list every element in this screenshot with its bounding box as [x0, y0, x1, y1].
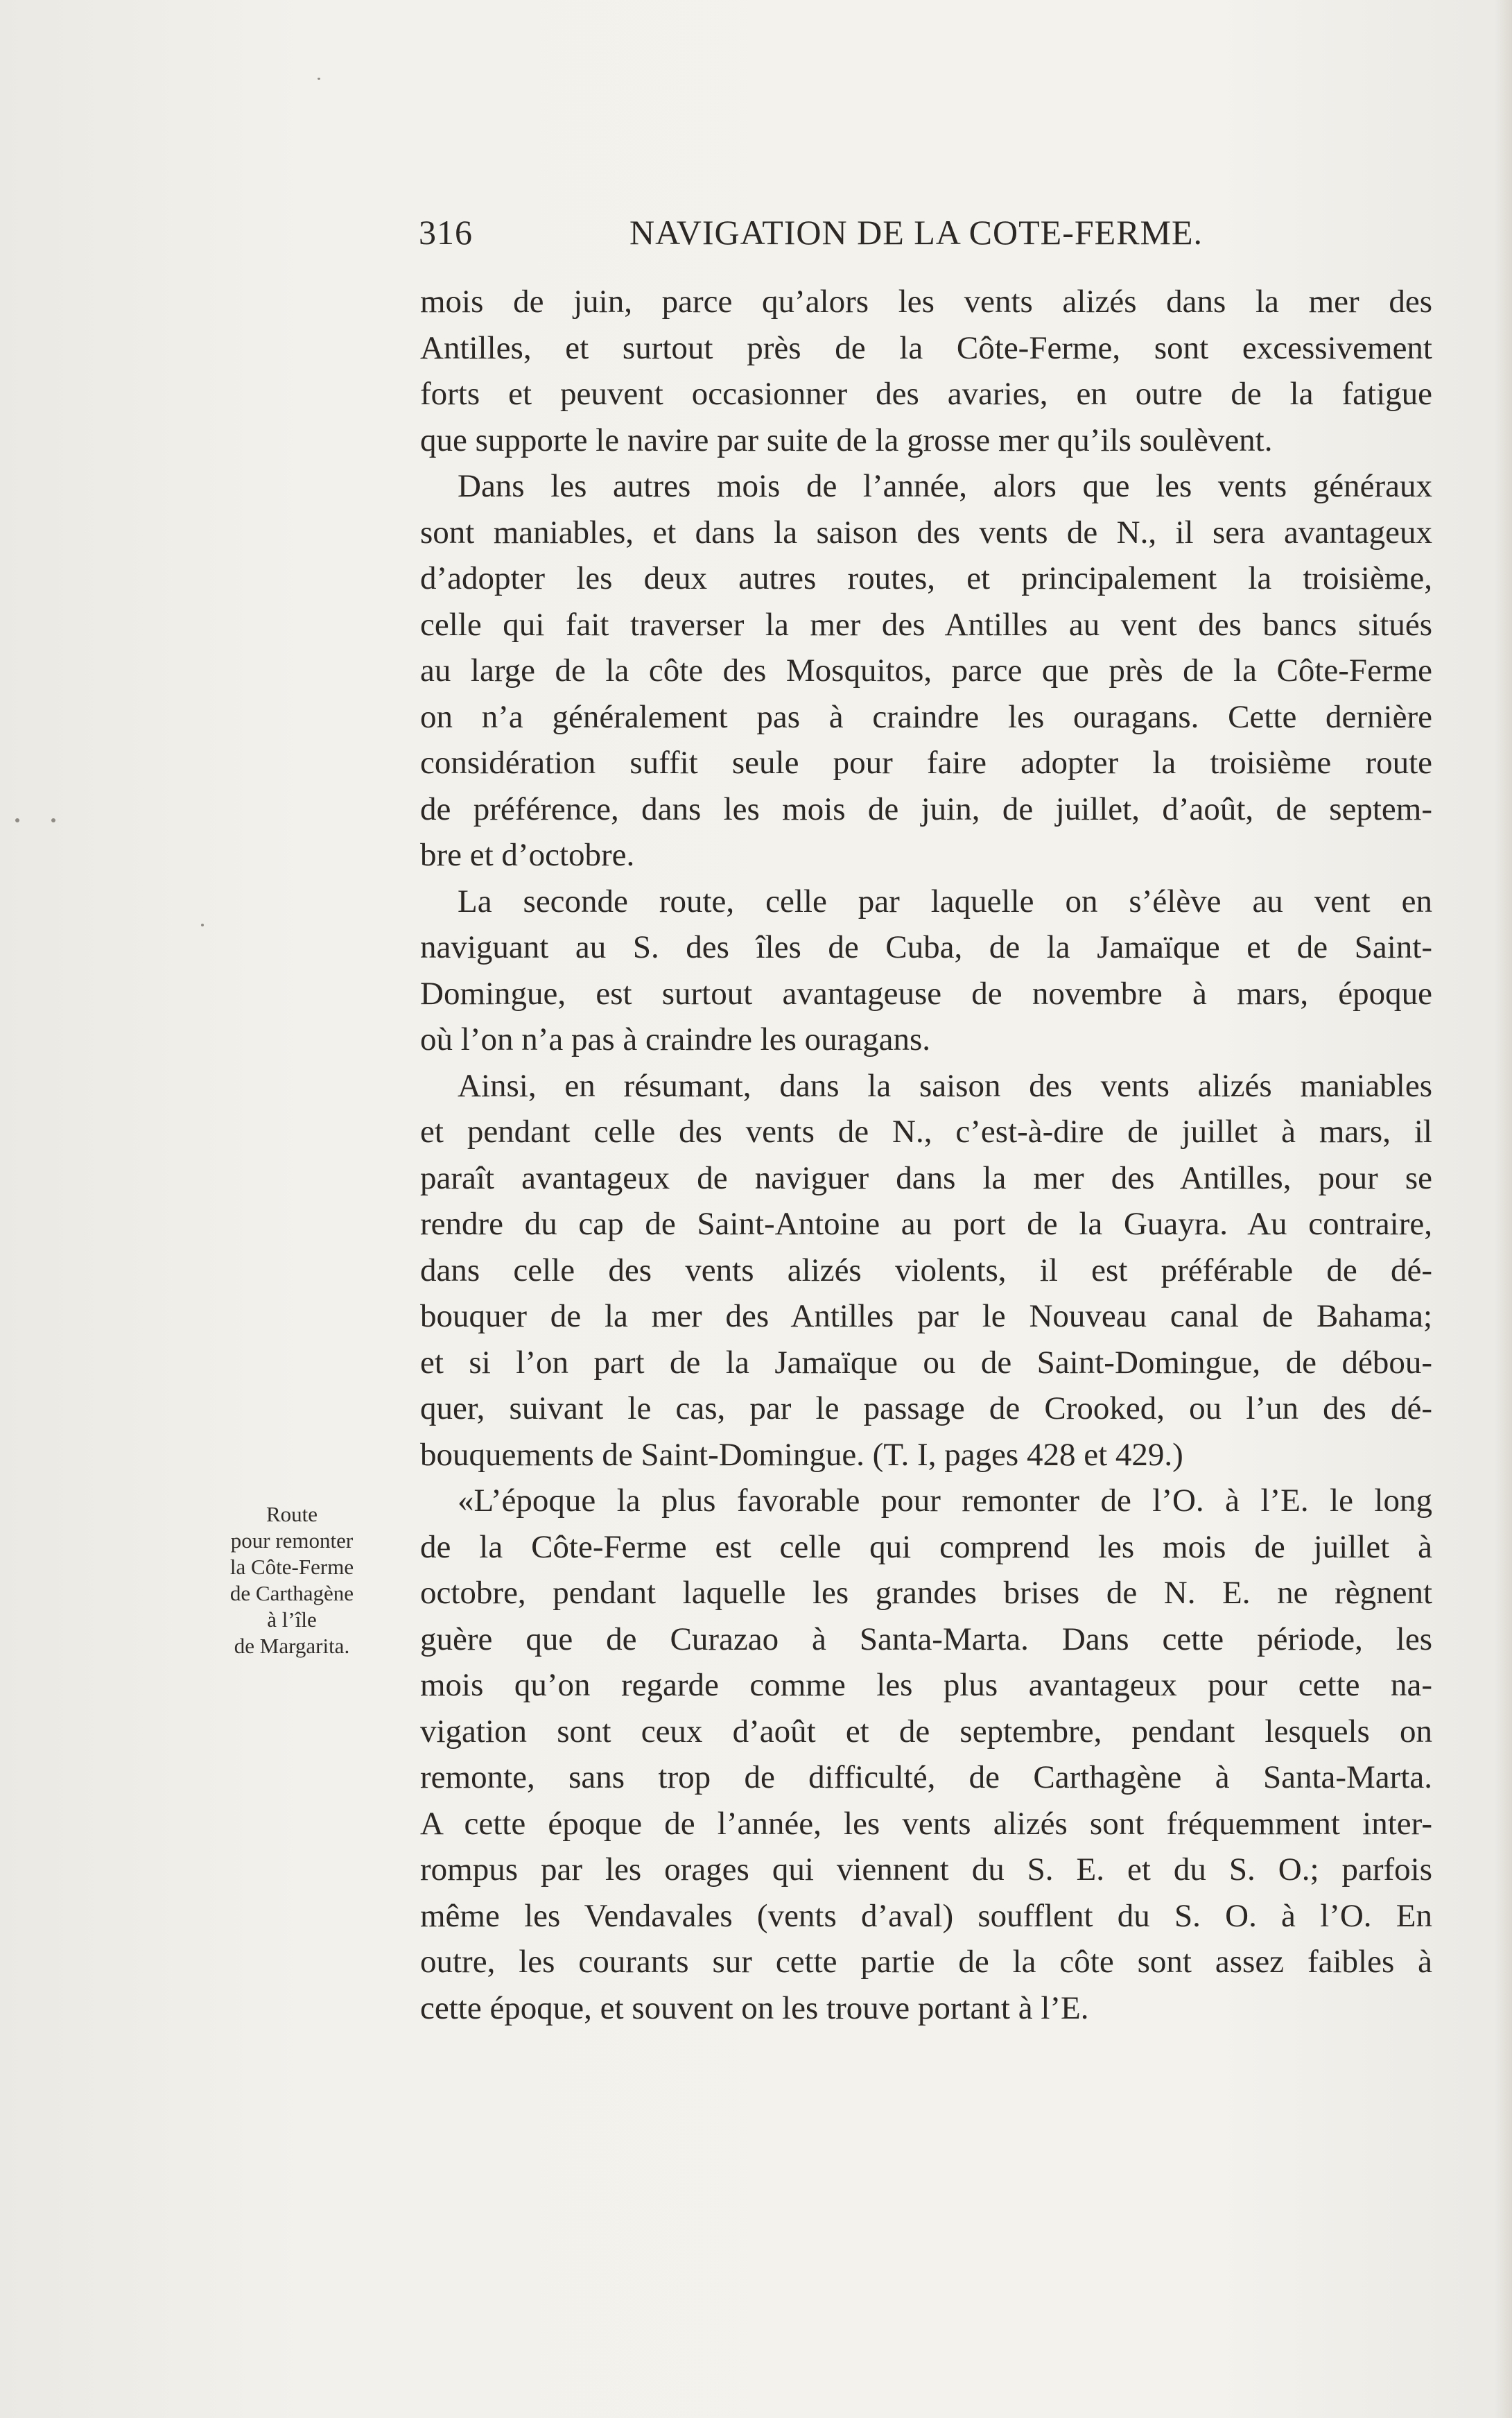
text-line: rendre du cap de Saint-Antoine au port de la Guayra. Au contraire, [420, 1206, 1432, 1242]
text-line: vigation sont ceux d’août et de septembre, pendant lesquels on [420, 1713, 1432, 1750]
text-line: même les Vendavales (vents d’aval) soufflent du S. O. à l’O. En [420, 1897, 1432, 1934]
text-line: outre, les courants sur cette partie de la côte sont assez faibles à [420, 1944, 1432, 1980]
text-line: on n’a généralement pas à craindre les ouragans. Cette dernière [420, 698, 1432, 735]
body-text [420, 279, 1432, 2031]
text-line: Antilles, et surtout près de la Côte-Ferme, sont excessivement [420, 329, 1432, 366]
margin-note-line: de Margarita. [234, 1634, 350, 1658]
text-line: cette époque, et souvent on les trouve portant à l’E. [420, 1989, 1089, 2026]
paper-speck [15, 818, 19, 822]
text-line: et si l’on part de la Jamaïque ou de Saint-Domingue, de débou- [420, 1344, 1432, 1381]
page-title: NAVIGATION DE LA COTE-FERME. [629, 213, 1203, 252]
text-line: au large de la côte des Mosquitos, parce que près de la Côte-Ferme [420, 653, 1432, 689]
text-line: Ainsi, en résumant, dans la saison des vents alizés maniables [458, 1067, 1432, 1104]
text-line: dans celle des vents alizés violents, il est préférable de dé- [420, 1252, 1432, 1288]
text-line: paraît avantageux de naviguer dans la mer des Antilles, pour se [420, 1159, 1432, 1196]
paper-speck [51, 818, 55, 822]
margin-note-line: Route [266, 1502, 318, 1526]
text-line: bouquements de Saint-Domingue. (T. I, pages 428 et 429.) [420, 1436, 1183, 1473]
text-line: bouquer de la mer des Antilles par le Nouveau canal de Bahama; [420, 1298, 1432, 1334]
text-line: sont maniables, et dans la saison des vents de N., il sera avantageux [420, 514, 1432, 551]
margin-note-line: de Carthagène [229, 1581, 354, 1605]
paper-speck [201, 924, 204, 926]
running-head [419, 212, 1237, 261]
text-line: remonte, sans trop de difficulté, de Carthagène à Santa-Marta. [420, 1759, 1432, 1795]
text-line: mois de juin, parce qu’alors les vents alizés dans la mer des [420, 284, 1432, 320]
text-line: bre et d’octobre. [420, 837, 635, 873]
margin-note-line: à l’île [267, 1607, 317, 1632]
paper-speck [318, 78, 320, 80]
text-line: Dans les autres mois de l’année, alors que les vents généraux [458, 468, 1432, 504]
text-line: guère que de Curazao à Santa-Marta. Dans cette période, les [420, 1621, 1432, 1657]
text-line: d’adopter les deux autres routes, et principalement la troisième, [420, 560, 1432, 596]
text-line: octobre, pendant laquelle les grandes brises de N. E. ne règnent [420, 1575, 1432, 1611]
page-number: 316 [419, 213, 473, 252]
text-line: rompus par les orages qui viennent du S. E. et du S. O.; parfois [420, 1851, 1432, 1888]
text-line: A cette époque de l’année, les vents alizés sont fréquemment inter- [420, 1805, 1432, 1842]
text-line: Domingue, est surtout avantageuse de novembre à mars, époque [420, 975, 1432, 1012]
text-line: et pendant celle des vents de N., c’est-à-dire de juillet à mars, il [420, 1114, 1432, 1150]
text-line: celle qui fait traverser la mer des Antilles au vent des bancs situés [420, 606, 1432, 643]
margin-note [205, 1501, 379, 1659]
text-line: de la Côte-Ferme est celle qui comprend les mois de juillet à [420, 1528, 1432, 1565]
margin-note-line: la Côte-Ferme [229, 1555, 354, 1579]
page-edge-shadow [1495, 0, 1512, 2418]
text-line: considération suffit seule pour faire adopter la troisième route [420, 745, 1432, 781]
text-line: «L’époque la plus favorable pour remonter de l’O. à l’E. le long [458, 1483, 1432, 1519]
text-line: mois qu’on regarde comme les plus avantageux pour cette na- [420, 1667, 1432, 1703]
text-line: que supporte le navire par suite de la grosse mer qu’ils soulèvent. [420, 422, 1273, 458]
text-line: La seconde route, celle par laquelle on s’élève au vent en [458, 883, 1432, 919]
text-line: quer, suivant le cas, par le passage de Crooked, ou l’un des dé- [420, 1390, 1432, 1426]
show-through-text [229, 797, 333, 881]
text-line: de préférence, dans les mois de juin, de juillet, d’août, de septem- [420, 791, 1432, 827]
margin-note-line: pour remonter [230, 1528, 354, 1553]
text-line: forts et peuvent occasionner des avaries, en outre de la fatigue [420, 376, 1432, 412]
text-line: où l’on n’a pas à craindre les ouragans. [420, 1021, 931, 1057]
text-line: naviguant au S. des îles de Cuba, de la Jamaïque et de Saint- [420, 929, 1432, 965]
